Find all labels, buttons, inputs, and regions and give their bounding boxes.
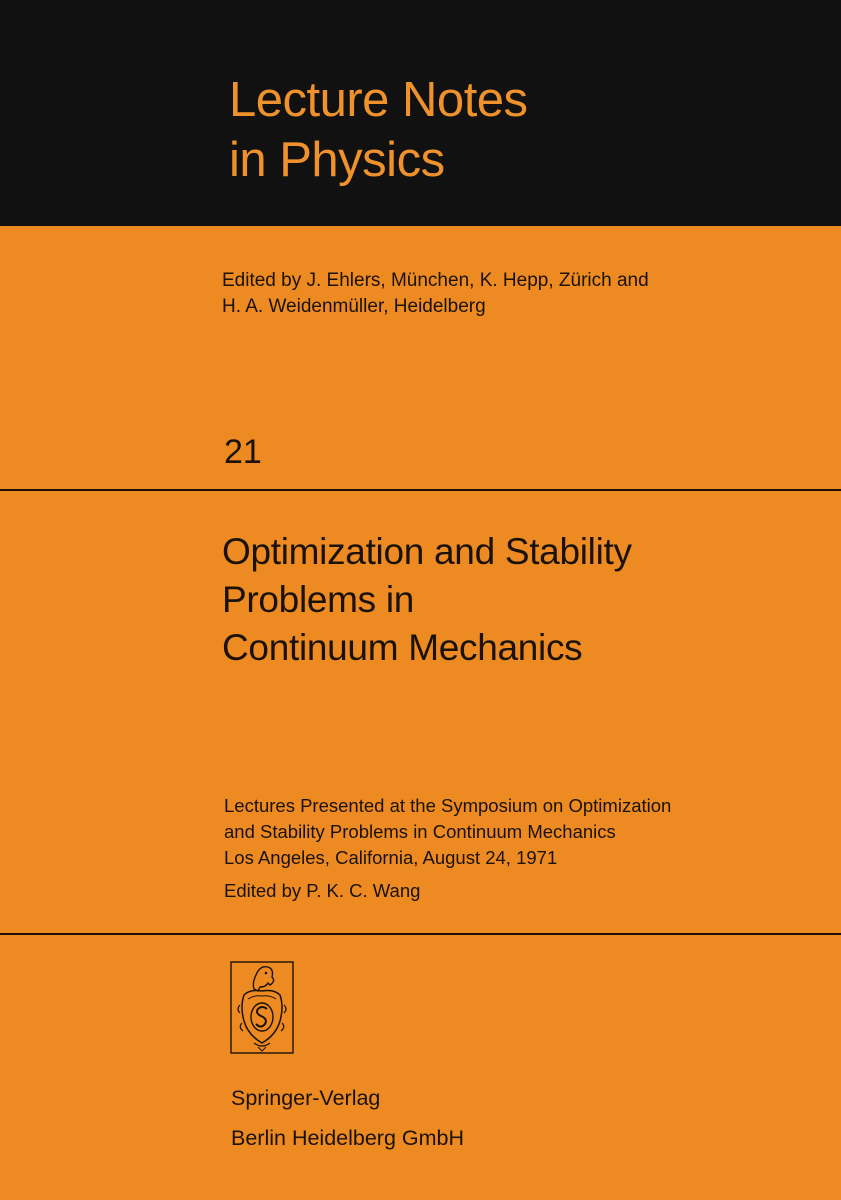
lectures-description [224, 793, 671, 871]
lectures-line-2: and Stability Problems in Continuum Mechanics [224, 821, 616, 842]
series-editors-line-1: Edited by J. Ehlers, München, K. Hepp, Zürich and [222, 270, 649, 291]
volume-number: 21 [224, 433, 262, 471]
series-editors [222, 268, 649, 320]
series-title-line-2: in Physics [229, 133, 445, 187]
volume-editor: Edited by P. K. C. Wang [224, 880, 421, 901]
book-title-line-2: Problems in [222, 579, 415, 620]
divider-rule-lower [0, 933, 841, 935]
series-editors-line-2: H. A. Weidenmüller, Heidelberg [222, 296, 486, 317]
book-title-line-1: Optimization and Stability [222, 531, 632, 572]
publisher [231, 1078, 464, 1158]
series-header-band [0, 0, 841, 226]
series-title [229, 70, 528, 190]
series-title-line-1: Lecture Notes [229, 73, 528, 127]
lectures-line-3: Los Angeles, California, August 24, 1971 [224, 847, 558, 868]
book-title [222, 528, 632, 672]
book-title-line-3: Continuum Mechanics [222, 627, 583, 668]
springer-knight-emblem-icon [230, 961, 294, 1054]
publisher-line-2: Berlin Heidelberg GmbH [231, 1126, 465, 1150]
publisher-line-1: Springer-Verlag [231, 1086, 381, 1110]
divider-rule-upper [0, 489, 841, 491]
lectures-line-1: Lectures Presented at the Symposium on Optimization [224, 795, 672, 816]
